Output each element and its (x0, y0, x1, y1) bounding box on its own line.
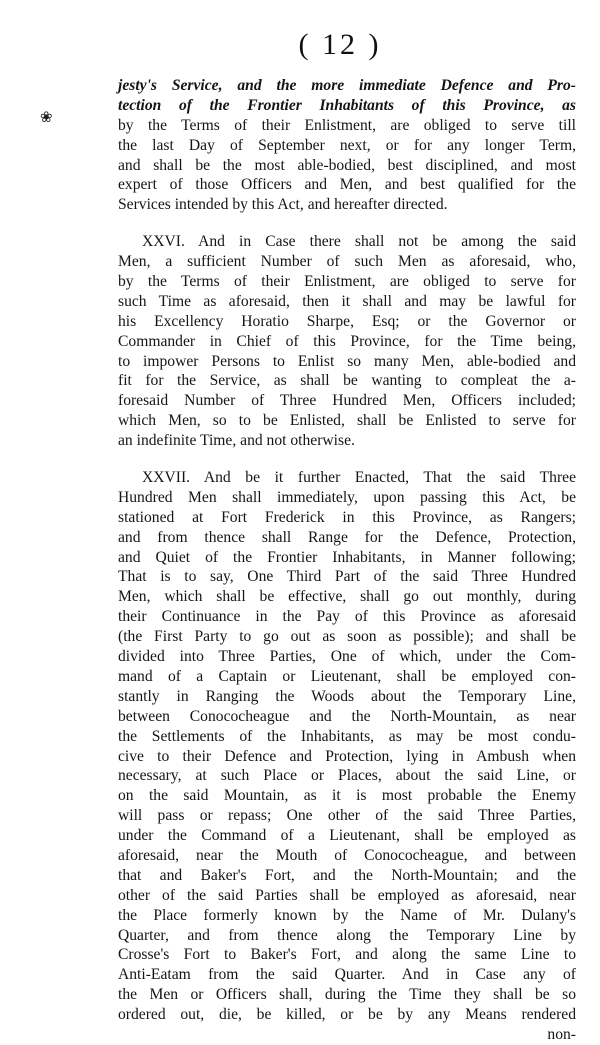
text-line: by the Terms of their Enlistment, are obliged to serve for (118, 273, 576, 291)
paragraph-section-xxvii (118, 468, 576, 1045)
page-number: ( 12 ) (298, 28, 382, 61)
text-line: foresaid Number of Three Hundred Men, Officers included; (118, 392, 576, 410)
text-line: Crosse's Fort to Baker's Fort, and along the same Line to (118, 946, 576, 964)
text-line: their Continuance in the Pay of this Province as aforesaid (118, 608, 576, 626)
text-line: cive to their Defence and Protection, lying in Ambush when (118, 747, 576, 765)
text-line: his Excellency Horatio Sharpe, Esq; or the Governor or (118, 312, 576, 330)
section-heading-line: XXVI. And in Case there shall not be among the said (142, 233, 576, 251)
text-line: expert of those Officers and Men, and best qualified for the (118, 176, 576, 194)
paragraph-continuation (118, 76, 576, 215)
section-heading-line: XXVII. And be it further Enacted, That the said Three (142, 469, 576, 487)
text-line: the Place formerly known by the Name of Mr. Dulany's (118, 906, 576, 924)
text-line: an indefinite Time, and not otherwise. (118, 432, 355, 450)
text-line: will pass or repass; One other of the said Three Parties, (118, 807, 576, 825)
text-line: Men, which shall be effective, shall go out monthly, during (118, 588, 576, 606)
text-line: and from thence shall Range for the Defence, Protection, (118, 528, 576, 546)
text-line: stantly in Ranging the Woods about the Temporary Line, (118, 687, 576, 705)
body-text (118, 76, 576, 1045)
text-line: which Men, so to be Enlisted, shall be Enlisted to serve for (118, 412, 576, 430)
text-line: to impower Persons to Enlist so many Men, able-bodied and (118, 352, 576, 370)
text-line: under the Command of a Lieutenant, shall be employed as (118, 827, 576, 845)
catchword: non- (547, 1025, 576, 1043)
text-line: mand of a Captain or Lieutenant, shall be employed con- (118, 667, 576, 685)
text-line: Men, a sufficient Number of such Men as aforesaid, who, (118, 253, 576, 271)
text-line: Hundred Men shall immediately, upon passing this Act, be (118, 488, 576, 506)
text-line: the last Day of September next, or for any longer Term, (118, 136, 576, 154)
text-line: tection of the Frontier Inhabitants of this Province, as (118, 96, 576, 114)
text-line: Services intended by this Act, and hereafter directed. (118, 196, 448, 214)
text-line: by the Terms of their Enlistment, are obliged to serve till (118, 116, 576, 134)
text-line: the Settlements of the Inhabitants, as may be most condu- (118, 727, 576, 745)
text-line: on the said Mountain, as it is most probable the Enemy (118, 787, 576, 805)
text-line: and Quiet of the Frontier Inhabitants, in Manner following; (118, 548, 576, 566)
text-line: that and Baker's Fort, and the North-Mountain; and the (118, 866, 576, 884)
text-line: Quarter, and from thence along the Temporary Line by (118, 926, 576, 944)
text-line: Commander in Chief of this Province, for the Time being, (118, 332, 576, 350)
text-line: Anti-Eatam from the said Quarter. And in Case any of (118, 966, 576, 984)
text-line: jesty's Service, and the more immediate Defence and Pro- (118, 77, 576, 94)
text-line: divided into Three Parties, One of which, under the Com- (118, 648, 576, 666)
text-line: aforesaid, near the Mouth of Conococheague, and between (118, 846, 576, 864)
text-line: That is to say, One Third Part of the said Three Hundred (118, 568, 576, 586)
text-line: such Time as aforesaid, then it shall and may be lawful for (118, 292, 576, 310)
text-line: and shall be the most able-bodied, best disciplined, and most (118, 156, 576, 174)
paragraph-section-xxvi (118, 232, 576, 451)
text-line: fit for the Service, as shall be wanting to compleat the a- (118, 372, 576, 390)
text-line: other of the said Parties shall be employed as aforesaid, near (118, 886, 576, 904)
text-line: stationed at Fort Frederick in this Province, as Rangers; (118, 508, 576, 526)
text-line: ordered out, die, be killed, or be by any Means rendered (118, 1006, 576, 1024)
text-line: the Men or Officers shall, during the Time they shall be so (118, 986, 576, 1004)
flower-ornament-icon: ❀ (40, 108, 53, 126)
text-line: necessary, at such Place or Places, about the said Line, or (118, 767, 576, 785)
text-line: between Conococheague and the North-Mountain, as near (118, 707, 576, 725)
text-line: (the First Party to go out as soon as possible); and shall be (118, 628, 576, 646)
